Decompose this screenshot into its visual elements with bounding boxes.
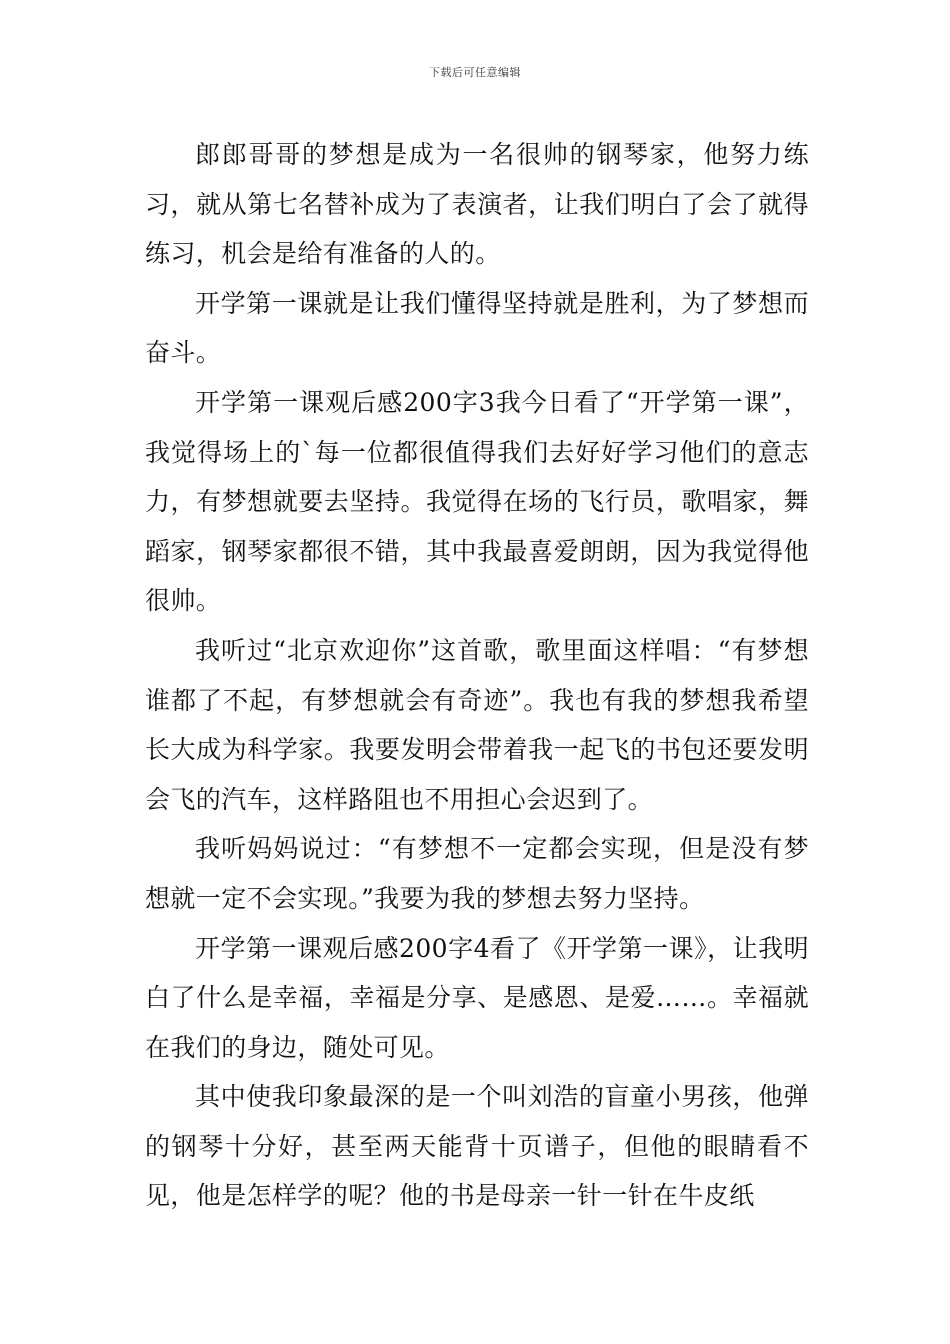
paragraph-3: 开学第一课观后感200字3我今日看了“开学第一课”，我觉得场上的`每一位都很值得我们去好好学习他们的意志力，有梦想就要去坚持。我觉得在场的飞行员，歌唱家，舞蹈家，钢琴家都很不错，其中我最喜爱朗朗，因为我觉得他很帅。	[145, 387, 809, 616]
document-body	[145, 130, 809, 1221]
paragraph-1: 郎郎哥哥的梦想是成为一名很帅的钢琴家，他努力练习，就从第七名替补成为了表演者，让我们明白了会了就得练习，机会是给有准备的人的。	[145, 140, 809, 269]
page-header: 下载后可任意编辑	[429, 66, 521, 79]
paragraph-6: 开学第一课观后感200字4看了《开学第一课》，让我明白了什么是幸福，幸福是分享、是感恩、是爱……。幸福就在我们的身边，随处可见。	[145, 933, 809, 1062]
paragraph-7: 其中使我印象最深的是一个叫刘浩的盲童小男孩，他弹的钢琴十分好，甚至两天能背十页谱子，但他的眼睛看不见，他是怎样学的呢？他的书是母亲一针一针在牛皮纸	[145, 1082, 809, 1211]
paragraph-2: 开学第一课就是让我们懂得坚持就是胜利，为了梦想而奋斗。	[145, 288, 809, 368]
paragraph-4: 我听过“北京欢迎你”这首歌，歌里面这样唱：“有梦想谁都了不起，有梦想就会有奇迹”。我也有我的梦想我希望长大成为科学家。我要发明会带着我一起飞的书包还要发明会飞的汽车，这样路阻也不用担心会迟到了。	[145, 635, 809, 814]
paragraph-5: 我听妈妈说过：“有梦想不一定都会实现，但是没有梦想就一定不会实现。”我要为我的梦想去努力坚持。	[145, 834, 809, 913]
